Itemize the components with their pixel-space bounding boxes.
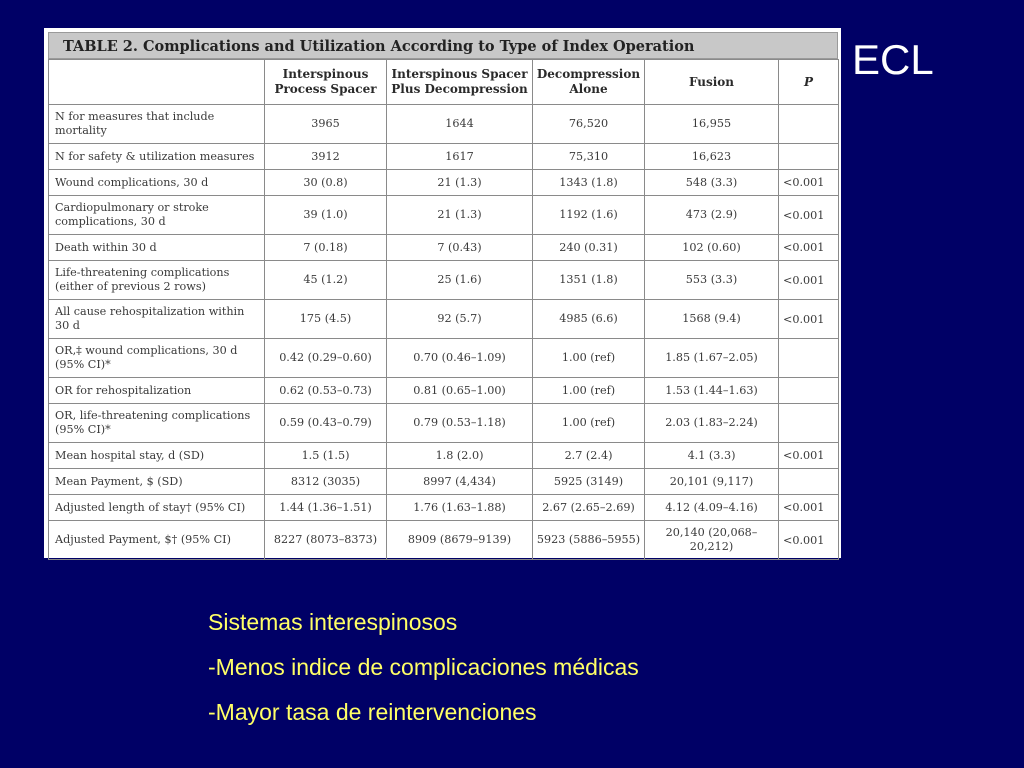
row-label: N for measures that include mortality	[49, 105, 265, 144]
cell-interspinous-spacer: 175 (4.5)	[265, 300, 387, 339]
cell-decompression-alone: 1.00 (ref)	[533, 404, 645, 443]
row-label: Cardiopulmonary or stroke complications, 30 d	[49, 196, 265, 235]
table-row	[49, 261, 839, 300]
cell-p-value: <0.001	[779, 170, 839, 196]
cell-fusion: 553 (3.3)	[645, 261, 779, 300]
cell-p-value: <0.001	[779, 261, 839, 300]
table-title: TABLE 2. Complications and Utilization According to Type of Index Operation	[48, 32, 838, 59]
cell-fusion: 4.1 (3.3)	[645, 443, 779, 469]
table-row	[49, 443, 839, 469]
cell-spacer-plus-decompression: 92 (5.7)	[387, 300, 533, 339]
table-row	[49, 339, 839, 378]
cell-fusion: 2.03 (1.83–2.24)	[645, 404, 779, 443]
cell-fusion: 4.12 (4.09–4.16)	[645, 495, 779, 521]
header-decompression-alone: Decompression Alone	[533, 60, 645, 105]
cell-fusion: 16,955	[645, 105, 779, 144]
cell-interspinous-spacer: 8227 (8073–8373)	[265, 521, 387, 560]
table-row	[49, 196, 839, 235]
cell-fusion: 20,101 (9,117)	[645, 469, 779, 495]
cell-interspinous-spacer: 8312 (3035)	[265, 469, 387, 495]
cell-p-value	[779, 339, 839, 378]
cell-decompression-alone: 2.7 (2.4)	[533, 443, 645, 469]
table-row	[49, 495, 839, 521]
cell-spacer-plus-decompression: 8997 (4,434)	[387, 469, 533, 495]
cell-spacer-plus-decompression: 7 (0.43)	[387, 235, 533, 261]
cell-p-value	[779, 144, 839, 170]
cell-p-value: <0.001	[779, 495, 839, 521]
cell-fusion: 1.53 (1.44–1.63)	[645, 378, 779, 404]
cell-decompression-alone: 1351 (1.8)	[533, 261, 645, 300]
cell-decompression-alone: 240 (0.31)	[533, 235, 645, 261]
cell-interspinous-spacer: 0.59 (0.43–0.79)	[265, 404, 387, 443]
table-row	[49, 469, 839, 495]
cell-fusion: 548 (3.3)	[645, 170, 779, 196]
summary-text	[208, 600, 639, 735]
cell-spacer-plus-decompression: 25 (1.6)	[387, 261, 533, 300]
cell-decompression-alone: 76,520	[533, 105, 645, 144]
row-label: OR for rehospitalization	[49, 378, 265, 404]
summary-line: -Menos indice de complicaciones médicas	[208, 654, 639, 680]
cell-decompression-alone: 5925 (3149)	[533, 469, 645, 495]
cell-fusion: 473 (2.9)	[645, 196, 779, 235]
cell-fusion: 1.85 (1.67–2.05)	[645, 339, 779, 378]
row-label: Adjusted Payment, $† (95% CI)	[49, 521, 265, 560]
cell-spacer-plus-decompression: 21 (1.3)	[387, 196, 533, 235]
row-label: Adjusted length of stay† (95% CI)	[49, 495, 265, 521]
cell-p-value: <0.001	[779, 300, 839, 339]
table-row	[49, 235, 839, 261]
cell-interspinous-spacer: 7 (0.18)	[265, 235, 387, 261]
cell-p-value: <0.001	[779, 196, 839, 235]
cell-interspinous-spacer: 45 (1.2)	[265, 261, 387, 300]
header-label	[49, 60, 265, 105]
row-label: Mean Payment, $ (SD)	[49, 469, 265, 495]
cell-fusion: 102 (0.60)	[645, 235, 779, 261]
summary-line: Sistemas interespinosos	[208, 609, 458, 635]
row-label: OR,‡ wound complications, 30 d (95% CI)*	[49, 339, 265, 378]
table-row	[49, 170, 839, 196]
cell-interspinous-spacer: 0.62 (0.53–0.73)	[265, 378, 387, 404]
cell-fusion: 20,140 (20,068–20,212)	[645, 521, 779, 560]
cell-fusion: 16,623	[645, 144, 779, 170]
cell-fusion: 1568 (9.4)	[645, 300, 779, 339]
cell-p-value	[779, 105, 839, 144]
cell-spacer-plus-decompression: 1617	[387, 144, 533, 170]
row-label: N for safety & utilization measures	[49, 144, 265, 170]
cell-p-value: <0.001	[779, 521, 839, 560]
table-header-row	[49, 60, 839, 105]
cell-spacer-plus-decompression: 21 (1.3)	[387, 170, 533, 196]
cell-spacer-plus-decompression: 8909 (8679–9139)	[387, 521, 533, 560]
cell-spacer-plus-decompression: 1.76 (1.63–1.88)	[387, 495, 533, 521]
cell-p-value	[779, 378, 839, 404]
cell-interspinous-spacer: 39 (1.0)	[265, 196, 387, 235]
cell-spacer-plus-decompression: 0.79 (0.53–1.18)	[387, 404, 533, 443]
cell-decompression-alone: 75,310	[533, 144, 645, 170]
header-p: P	[779, 60, 839, 105]
cell-p-value: <0.001	[779, 443, 839, 469]
cell-interspinous-spacer: 3912	[265, 144, 387, 170]
cell-interspinous-spacer: 30 (0.8)	[265, 170, 387, 196]
cell-decompression-alone: 4985 (6.6)	[533, 300, 645, 339]
header-spacer-plus-decompression: Interspinous Spacer Plus Decompression	[387, 60, 533, 105]
row-label: Wound complications, 30 d	[49, 170, 265, 196]
ecl-label: ECL	[852, 36, 934, 83]
cell-decompression-alone: 1.00 (ref)	[533, 339, 645, 378]
complications-table	[48, 59, 839, 560]
cell-spacer-plus-decompression: 1.8 (2.0)	[387, 443, 533, 469]
row-label: All cause rehospitalization within 30 d	[49, 300, 265, 339]
cell-p-value	[779, 404, 839, 443]
cell-decompression-alone: 5923 (5886–5955)	[533, 521, 645, 560]
cell-decompression-alone: 1343 (1.8)	[533, 170, 645, 196]
table-panel	[44, 28, 841, 558]
cell-spacer-plus-decompression: 1644	[387, 105, 533, 144]
row-label: Death within 30 d	[49, 235, 265, 261]
cell-p-value: <0.001	[779, 235, 839, 261]
table-row	[49, 300, 839, 339]
cell-interspinous-spacer: 1.44 (1.36–1.51)	[265, 495, 387, 521]
header-fusion: Fusion	[645, 60, 779, 105]
cell-p-value	[779, 469, 839, 495]
row-label: OR, life-threatening complications (95% CI)*	[49, 404, 265, 443]
cell-interspinous-spacer: 3965	[265, 105, 387, 144]
table-row	[49, 105, 839, 144]
cell-decompression-alone: 2.67 (2.65–2.69)	[533, 495, 645, 521]
table-row	[49, 144, 839, 170]
cell-interspinous-spacer: 0.42 (0.29–0.60)	[265, 339, 387, 378]
header-interspinous-spacer: Interspinous Process Spacer	[265, 60, 387, 105]
row-label: Mean hospital stay, d (SD)	[49, 443, 265, 469]
cell-decompression-alone: 1.00 (ref)	[533, 378, 645, 404]
summary-line: -Mayor tasa de reintervenciones	[208, 699, 537, 725]
row-label: Life-threatening complications (either of previous 2 rows)	[49, 261, 265, 300]
table-row	[49, 378, 839, 404]
table-row	[49, 404, 839, 443]
cell-decompression-alone: 1192 (1.6)	[533, 196, 645, 235]
table-row	[49, 521, 839, 560]
cell-spacer-plus-decompression: 0.70 (0.46–1.09)	[387, 339, 533, 378]
cell-interspinous-spacer: 1.5 (1.5)	[265, 443, 387, 469]
cell-spacer-plus-decompression: 0.81 (0.65–1.00)	[387, 378, 533, 404]
